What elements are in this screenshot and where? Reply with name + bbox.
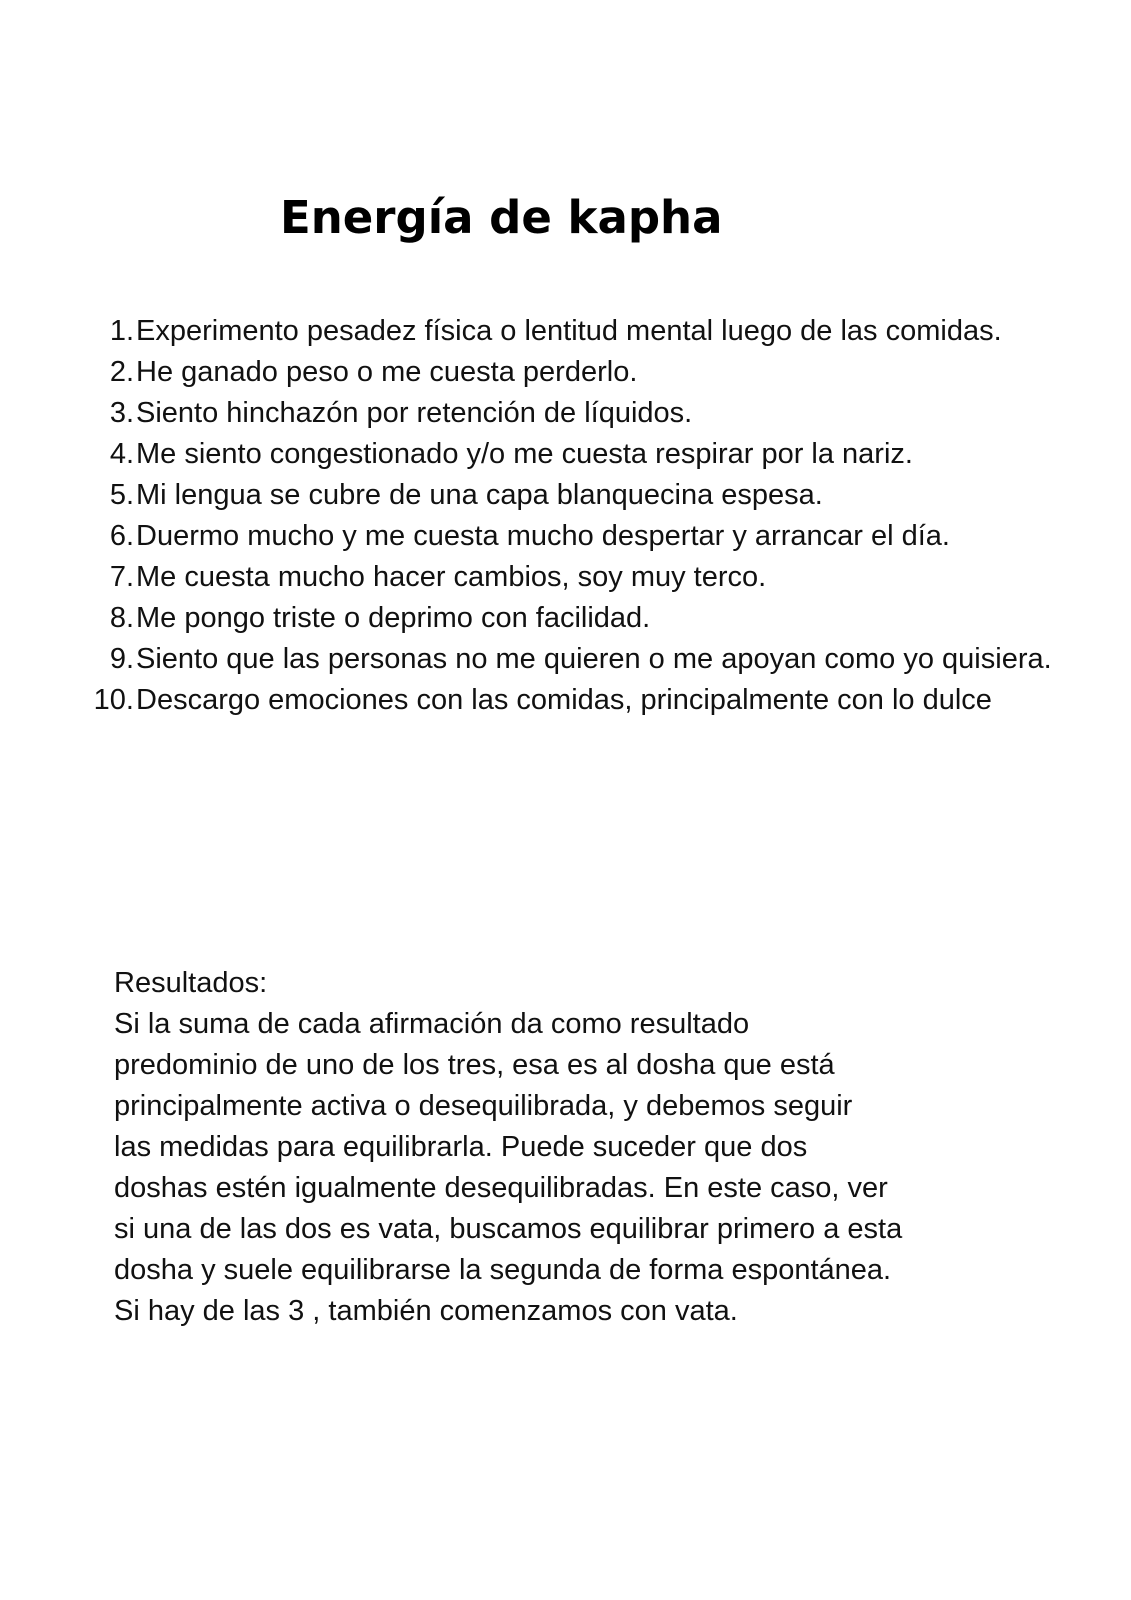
item-number: 3.: [109, 397, 134, 429]
list-item: [88, 557, 1088, 598]
list-item: [88, 393, 1088, 434]
list-item: [88, 639, 1088, 680]
item-number: 6.: [109, 520, 134, 552]
item-number: 9.: [109, 643, 134, 675]
list-item: [88, 475, 1088, 516]
item-number: 4.: [109, 438, 134, 470]
results-heading: Resultados:: [114, 967, 268, 999]
item-text: Me siento congestionado y/o me cuesta respirar por la nariz.: [136, 438, 913, 470]
item-number: 5.: [109, 479, 134, 511]
results-line: predominio de uno de los tres, esa es al dosha que está: [114, 1049, 835, 1081]
list-item: [88, 516, 1088, 557]
item-text: Me cuesta mucho hacer cambios, soy muy terco.: [136, 561, 767, 593]
list-item: [88, 680, 1088, 721]
item-text: Experimento pesadez física o lentitud mental luego de las comidas.: [136, 315, 1002, 347]
item-text: Siento hinchazón por retención de líquidos.: [136, 397, 693, 429]
results-line: las medidas para equilibrarla. Puede suceder que dos: [114, 1131, 808, 1163]
item-number: 1.: [109, 315, 134, 347]
item-text: He ganado peso o me cuesta perderlo.: [136, 356, 638, 388]
list-item: [88, 434, 1088, 475]
item-text: Duermo mucho y me cuesta mucho despertar y arrancar el día.: [136, 520, 950, 552]
results-line: principalmente activa o desequilibrada, y debemos seguir: [114, 1090, 853, 1122]
item-number: 10.: [93, 684, 134, 716]
results-line: dosha y suele equilibrarse la segunda de forma espontánea.: [114, 1254, 892, 1286]
results-line: si una de las dos es vata, buscamos equilibrar primero a esta: [114, 1213, 903, 1245]
list-item: [88, 311, 1088, 352]
results-line: doshas estén igualmente desequilibradas. En este caso, ver: [114, 1172, 888, 1204]
item-number: 2.: [109, 356, 134, 388]
page-title: Energía de kapha: [280, 191, 723, 244]
item-number: 8.: [109, 602, 134, 634]
results-line: Si la suma de cada afirmación da como resultado: [114, 1008, 750, 1040]
list-item: [88, 352, 1088, 393]
item-text: Descargo emociones con las comidas, principalmente con lo dulce: [136, 684, 992, 716]
list-item: [88, 598, 1088, 639]
results-line: Si hay de las 3 , también comenzamos con vata.: [114, 1295, 738, 1327]
results-section: [114, 963, 1054, 1332]
item-text: Me pongo triste o deprimo con facilidad.: [136, 602, 651, 634]
item-text: Siento que las personas no me quieren o me apoyan como yo quisiera.: [136, 643, 1052, 675]
item-text: Mi lengua se cubre de una capa blanquecina espesa.: [136, 479, 823, 511]
item-number: 7.: [109, 561, 134, 593]
questionnaire-list: [88, 311, 1088, 721]
